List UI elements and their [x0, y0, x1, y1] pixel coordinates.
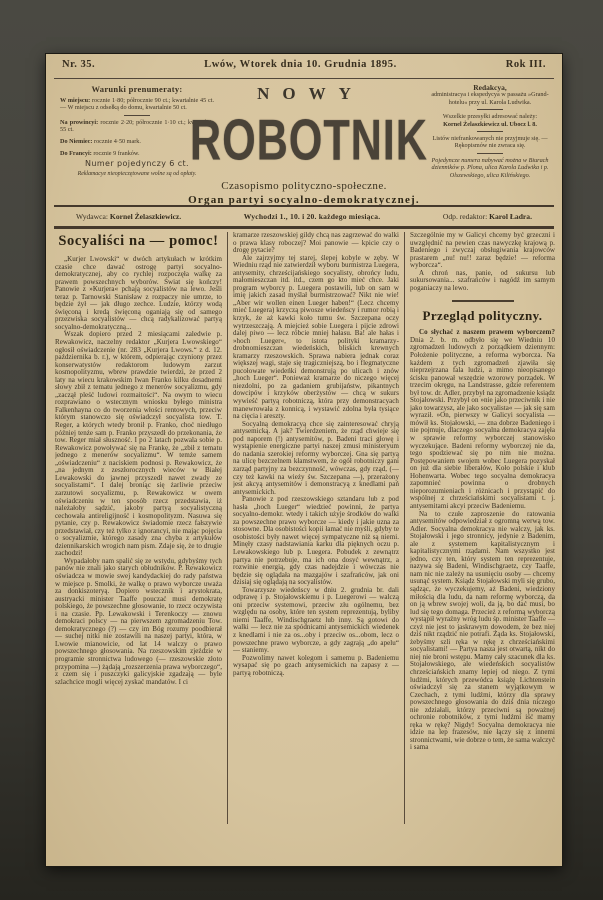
paragraph: „Kurjer Lwowski“ w dwóch artykułach w krótkim czasie chce dawać ostrogę partyi socyalno-demokratycznej, aby co rychlej rozpoczęła walkę za prawem powszechnych wyborów. Świat się kończy! Panowie z »Kurjera« pchają socyalistów na lewo. Jeśli teraz p. Tarnowski Stanisław z rozpaczy nie umrze, to będzie żył — jak długo zechce. Ludzie, którzy wodą święconą i kredą święconą oganiają się od samego przezwiska socyalistów — chcą radykalizować partyą socyalno-demokratyczną...: [55, 255, 222, 331]
editorial-box: [424, 84, 556, 179]
editor: Odp. redaktor: Karol Ładra.: [442, 212, 532, 221]
subtitle: Czasopismo polityczno-społeczne.: [221, 180, 387, 192]
mini-rule: [477, 153, 503, 154]
newspaper-page: [46, 54, 562, 866]
dateline: Lwów, Wtorek dnia 10. Grudnia 1895.: [204, 59, 397, 70]
publication-schedule: Wychodzi 1., 10. i 20. każdego miesiąca.: [243, 212, 381, 221]
column-1: [55, 232, 222, 858]
title-nowy: NOWY: [257, 84, 364, 103]
publisher-bar: [54, 205, 554, 229]
single-numbers-note: Pojedyncze numera nabywać można w Biurach dzienników p. Plona, ulica Karola Ludwika i p. Olszewskiego, ulica Kilińskiego.: [431, 156, 549, 179]
mini-rule: [477, 109, 503, 110]
paragraph: Wypadałoby nam spalić się ze wstydu, gdybyśmy tych panów nie znali jako starych obłudników. P. Rewakowicz oświadcza w mowie swej kandydackiej do rady państwa w miejsce p. Smolki, że walkę o prawo wyborcze uważa za donkiszoteryą. Dopiero wstecznik i arystokrata, austryacki minister Taaffe pouczać musi demokratę polskiego, że powszechne głosowanie, to rzecz oczywista i na czasie. Pp. Lewakowski i Terenkoczy — znowu demokraci polscy — na pierwszem zgromadzeniu Tow. demokratycznego (?) — czy im Bóg rozumy poodbierał — suchej nitki nie zostawili na naszej partyi, która, w Lwowie mianowicie, od lat 14 walczy o prawo powszechnego głosowania. Na rzeszowskim zjeździe w programie stronnictwa ludowego (— rzeszowskie złoto przypomina —) żądają „rozszerzenia prawa wyborczego“, z czem się i puszczyki galicyjskie zgadzają — byle szlachcice mogli więcej zyskać mandatów. I ci: [55, 556, 222, 686]
redaction-title: Redakcya,: [473, 83, 507, 92]
paragraph: Wszak dopiero przed 2 miesiącami zaledwie p. Rewakowicz, naczelny redaktor „Kurjera Lwowskiego“ ogłosił oświadczenie (nr. 283 „Kurjera Lwows.“ z d. 12. października b. r.), w którem, odpierając czyniony przez konserwatystów redaktorom ludowym zarzut kosmopolityzmu, wbrew prawdzie twierdzi, że przed 2 laty na wiecu krakowskim Iwan Franko kilku dosadnemi słowy zbił z tematu jednego z menerów socyalizmu, gdy „zaczął pleść ludowi rozmaitości“. Na owym to wiecu rozprawiano o wstecznym wniosku byłego ministra Falkenhayna co do tworzenia włości rentowych, przeciw którym stanowczo się oświadczył socyalista tow. T. Reger, a których wtedy bronił p. Franko, choć niedługo później tenże sam p. Franko przyszedł do przekonania, że tow. Reger miał słuszność. I po 2 latach pozwala sobie p. Rewakowicz powoływać się na Frankę, że „zbił z tematu jednego z menerów socyalizmu“. W temże samem „oświadczeniu“ z naciskiem podnosi p. Rewakowicz, że „na jednym z zeszłorocznych wieców w Białej Lewakowski do jawnej przyszedł nawet zwady ze socyalistami“. I dalej broniąc się żarliwie przeciw zarzutowi socyalizmu, p. Rewakowicz w owem oświadczeniu w ten sposób rzecz przedstawia, iż należałoby sądzić, jakoby partyą socyalistyczną cechowała antireligijność i kosmopolityzm. Nasuwa się pytanie, czy p. Rewakowicz świadomie rzecz fałszywie przedstawiał, czy też tylko z ignorancyi, nie mając pojęcia o socyalizmie, którego zasady zna chyba z artykułów dziennikarskich wrogich nam pism. Zdaje się, że to drugie zachodzi!: [55, 330, 222, 558]
mail-address: Kornel Żelaszkiewicz ul. Ubocz l. 8.: [443, 120, 537, 128]
redaction-address: administracya i ekspedycya w passażu »Grand-hotelu« przy ul. Karola Ludwika.: [431, 91, 549, 106]
subscription-item: Do Francyi: rocznie 9 franków.: [60, 149, 140, 157]
masthead-title-block: [180, 84, 428, 206]
single-copy-price: Numer pojedynczy 6 ct.: [85, 159, 189, 169]
letters-note: Listów niefrankowanych nie przyjmuje się. — Rękopismów nie zwraca się.: [432, 135, 548, 150]
publisher: Wydawca: Kornel Żelaszkiewicz.: [76, 212, 182, 221]
paragraph: kramarze rzeszowskiej gildy chcą nas zagrzewać do walki o prawa klasy roboczej? Moi panowie — kpicie czy o drogę pytacie?: [233, 232, 399, 255]
subscription-item: Na prowincyi: rocznie 2·20; półrocznie 1·10 ct.; kwartalnie 55 ct.: [60, 118, 214, 134]
subscription-heading: Warunki prenumeraty:: [91, 84, 183, 94]
column-rule: [404, 232, 405, 824]
article2-lead: Co słychać z naszem prawem wyborczem?: [419, 328, 555, 337]
mini-rule: [477, 131, 503, 132]
article1-title: Socyaliści na — pomoc!: [58, 233, 219, 249]
mini-rule: [124, 115, 150, 116]
column-2: [233, 232, 399, 858]
subscription-item: Do Niemiec: rocznie 4·50 mark.: [60, 137, 141, 145]
paragraph: Panowie z pod rzeszowskiego sztandaru lub z pod hasła „hoch Lueger“ wiedzieć powinni, że partya socyalno-demokr. wtedy i takich użyje środków do walki za powszechne prawo wyborcze — kiedy i jakie uzna za stosowne. Dla osobistości kopii łamać nie myśli, gdyby te osobistości były nawet więcej sympatyczne niż są niemi. Minęły czasy nadstawiania karku dla pięknych oczu p. Lewakowskiego lub p. Luegera. Pobudek z zewnątrz partya nie potrzebuje, ma ich ona dosyć wewnątrz, a rozwinie energią, gdy czas nadejdzie i wówczas nie będzie się oglądała na mazgajów i szafrańców, jak oni dzisiaj się oglądają na socyalistów.: [233, 495, 399, 587]
paragraph: Na to czułe zaproszenie do ratowania antysemitów odpowiedział z ogromną werwą tow. Adler. Socyalna demokracya nie walczy, jak ks. Stojałowski i jego stronnicy, jedynie z Badenim, ale z systemem kapitalistycznym i kapitalistycznymi rządami. Nam wszystko jest jedno, czy ten, który system ten reprezentuje, nazywa się Badeni, Windischgraetz, czy Taaffe, nam nic nie zależy na usunięciu osoby — chcemy usunąć system. Ksiądz Stojałowski myli się grubo, sądząc, że wyczekujemy, aż Badeni, wiedziony miłością dla ludu, da nam reformę wyborczą, da on ją wbrew swojej woli, da ją, bo dać musi, bo lud się tego domaga. Przecież z reformą wyborczą wystąpił wyraźny wróg ludu śp. minister Taaffe — czyż nie jest to jaskrawym dowodem, że bez niej dziś nikt rządzić nie potrafi. Żąda ks. Stojałowski, żebyśmy szli ręka w rękę z chrześciańskimi socyalistami! — Partya nasza jest otwartą, nikt do niej nie broni wstępu. Mamy cały szacunek dla ks. Stojałowskiego, ale wiedeńskich socyalistów chrześciańskich znamy lepiej od niego. Z tymi ludźmi, których przewódca książę Lichtenstein oświadczył się za stanem wyjątkowym w Czechach, z tymi ludźmi, którzy dla sprawy powszechnego głosowania do dziś dnia niczego nie zdziałali, którzy przeciwni są poważnej ochronie robotników, z tymi ludźmi iść mamy ręka w rękę? Nigdy! Socyalna demokracya nie idzie na lep frazesów, nie łączy się z innemi stronnictwami, wie dobrze o tem, że sama walczyć i sama: [410, 509, 555, 752]
paragraph: A chroń nas, panie, od sukursu lub sukursowania... szafrańców i nagódź im samym poganiaczy na lewo.: [410, 268, 555, 292]
section-divider: [452, 300, 514, 302]
masthead-topline: [62, 59, 546, 70]
organ-line: Organ partyi socyalno-demokratycznej.: [188, 194, 420, 206]
title-robotnik: ROBOTNIK: [189, 107, 428, 172]
paragraph: Szczególnie my w Galicyi chcemy być grzeczni i uwzględnić na pewien czas nawyczkę krajową p. Badeniego i zwyczaj obsługiwania krajowców prastarem „nu! nu!! zaraz będzie! — reforma wyborcza“.: [410, 232, 555, 270]
paragraph: Ale zajrzyjmy tej starej, ślepej kobyle w zęby. W Wiedniu rząd nie zatwierdził wyboru burmistrza Luegera, antysemity, chrześcijańskiego socyalisty, obrońcy ludu, małomieszczan itd. itd., czem go kto mieć chce. Jaki program wyborcy p. Luegera postawili, lub on sam w imię jakich zasad myślał burmistrzować? Nikt nie wie! „Aber wir wollen einen Lueger haben!“ (Lecz chcemy mieć Luegera) krzyczą piwosze wiedeńscy i rumor robią i krzyk, że aż kawki koło tumu św. Szczepana oczy wytrzeszczają. A miejcież sobie Luegera i pijcie zdrowi dalej piwo — lecz róbcie mniej hałasu. Ba! ale hałas i »hoch Lueger«, to istota polityki kramarzy-drobnomieszczan wiedeńskich, bliskich krewnych kramarzy rzeszowskich. Sprawa nabiera jednak coraz większej wagi, staje się tragiczniejszą, bo i flegmatyczne pucołowate wiedeńki demonstrują po ulicach i znów „hoch Lueger“. Ponieważ kramarze do niczego więcej niezdolni, po za gadaniem grubijaństw, pikantnych dowcipów i krzyków oberżystów — chcą w sukurs wywieść partyą robotniczą, która przy demonstracyach manewrowała z konnicą, i wystawić zdolna była tysiące na cięcia i areszty.: [233, 253, 399, 421]
reclamation-note: Reklamacye nieopieczętowane wolne są od opłaty.: [77, 170, 197, 177]
column-3: [410, 232, 555, 858]
article2-title: Przegląd polityczny.: [422, 308, 543, 324]
article-body: [55, 232, 555, 858]
subscription-item: W miejscu: rocznie 1·80; półrocznie 90 ct.; kwartalnie 45 ct. — W miejscu z odsełką do domu, kwartalnie 50 ct.: [60, 96, 214, 112]
volume-year: Rok III.: [505, 59, 546, 70]
issue-number: Nr. 35.: [62, 59, 96, 70]
paragraph: Towarzysze wiedeńscy w dniu 2. grudnia br. dali odprawę i p. Stojałowskiemu i p. Luegerowi — walczą oni przeciw systemowi, przeciw złu ogólnemu, bez względu na osoby, które ten system reprezentują, byliby niemi Taaffe, Windischgraetz lub inny. Są gotowi do walki — lecz nie za spódnicami antysemickich wiedenek z knedlami i nie za os...oby i przeciw os...obom, lecz o powszechne prawo wyborcze, a gdy zagrają „do apelu“ — staniemy.: [233, 585, 399, 655]
column-rule: [227, 232, 228, 824]
paragraph: Co słychać z naszem prawem wyborczem? Dnia 2. b. m. odbyło się we Wiedniu 10 zgromadzeń ludowych z porządkiem dziennym: Położenie polityczne, a reforma wyborcza. Na każdem z tych zgromadzeń zjawiła się nieprzejrzana fala ludzi, a mimo nieopisanego ścisku panował wszędzie wzorowy porządek. W trzecim okręgu, na Landstrasse, gdzie referentem był tow. dr. Adler, przybył na zgromadzenie ksiądz Stojałowski. Przybył on »nie jako przeciwnik i nie jako towarzysz, ale jako socyalista« — jak się sam wyraził. »On, pierwszy w Galicyi socyalista — mówił ks. Stojałowski, — zna dobrze Badeniego i nie pojmuje, dlaczego socyalna demokracya zajęła w sprawie reformy wyborczej stanowisko wyczekujące. Badeni reformy wyborczej nie da, tego spodziewać się po nim nie można. Postępowaniem swojem wobec Luegera pozyskał on już dla siebie liberałów, Koło polskie i klub Hohenwarta. Wobec tego socyalna demokracya zapomnieć powinna o drobnych nieporozumieniach i różnicach i przystąpić do wspólnej z chrześciańskimi socyalistami t. j. antysemitami akcyi przeciw Badeniemu.: [410, 328, 555, 510]
mail-intro: Wszelkie przesyłki adresować należy:: [442, 113, 538, 121]
paragraph: Socyalną demokracyą chce się zainteresować chryją antysemicką. A jak? Twierdzeniem, że rząd chwieje się pod naporem (!) antysemitów, p. Badeni traci głowę i wystąpienie energiczne partyi naszej zmusi ministeryum do nadania szerokiej reformy wyborczej. Gna się partyą na ulicę bezczelnem kłamstwem, że ogół robotniczy gani zarząd partyjny za bezczynność, wówczas, gdy rząd, (— czy też kawki na wieży św. Szczepana —), przerażony jest akcyą antysemitów i demonstracyą z knedlami pań antysemickich.: [233, 419, 399, 496]
paragraph: Pozwolimy nawet kolegom i samemu p. Badeniemu wysapać się po gzach antysemickich na zapasy z — partyą robotniczą.: [233, 653, 399, 677]
top-rule: [54, 78, 554, 79]
